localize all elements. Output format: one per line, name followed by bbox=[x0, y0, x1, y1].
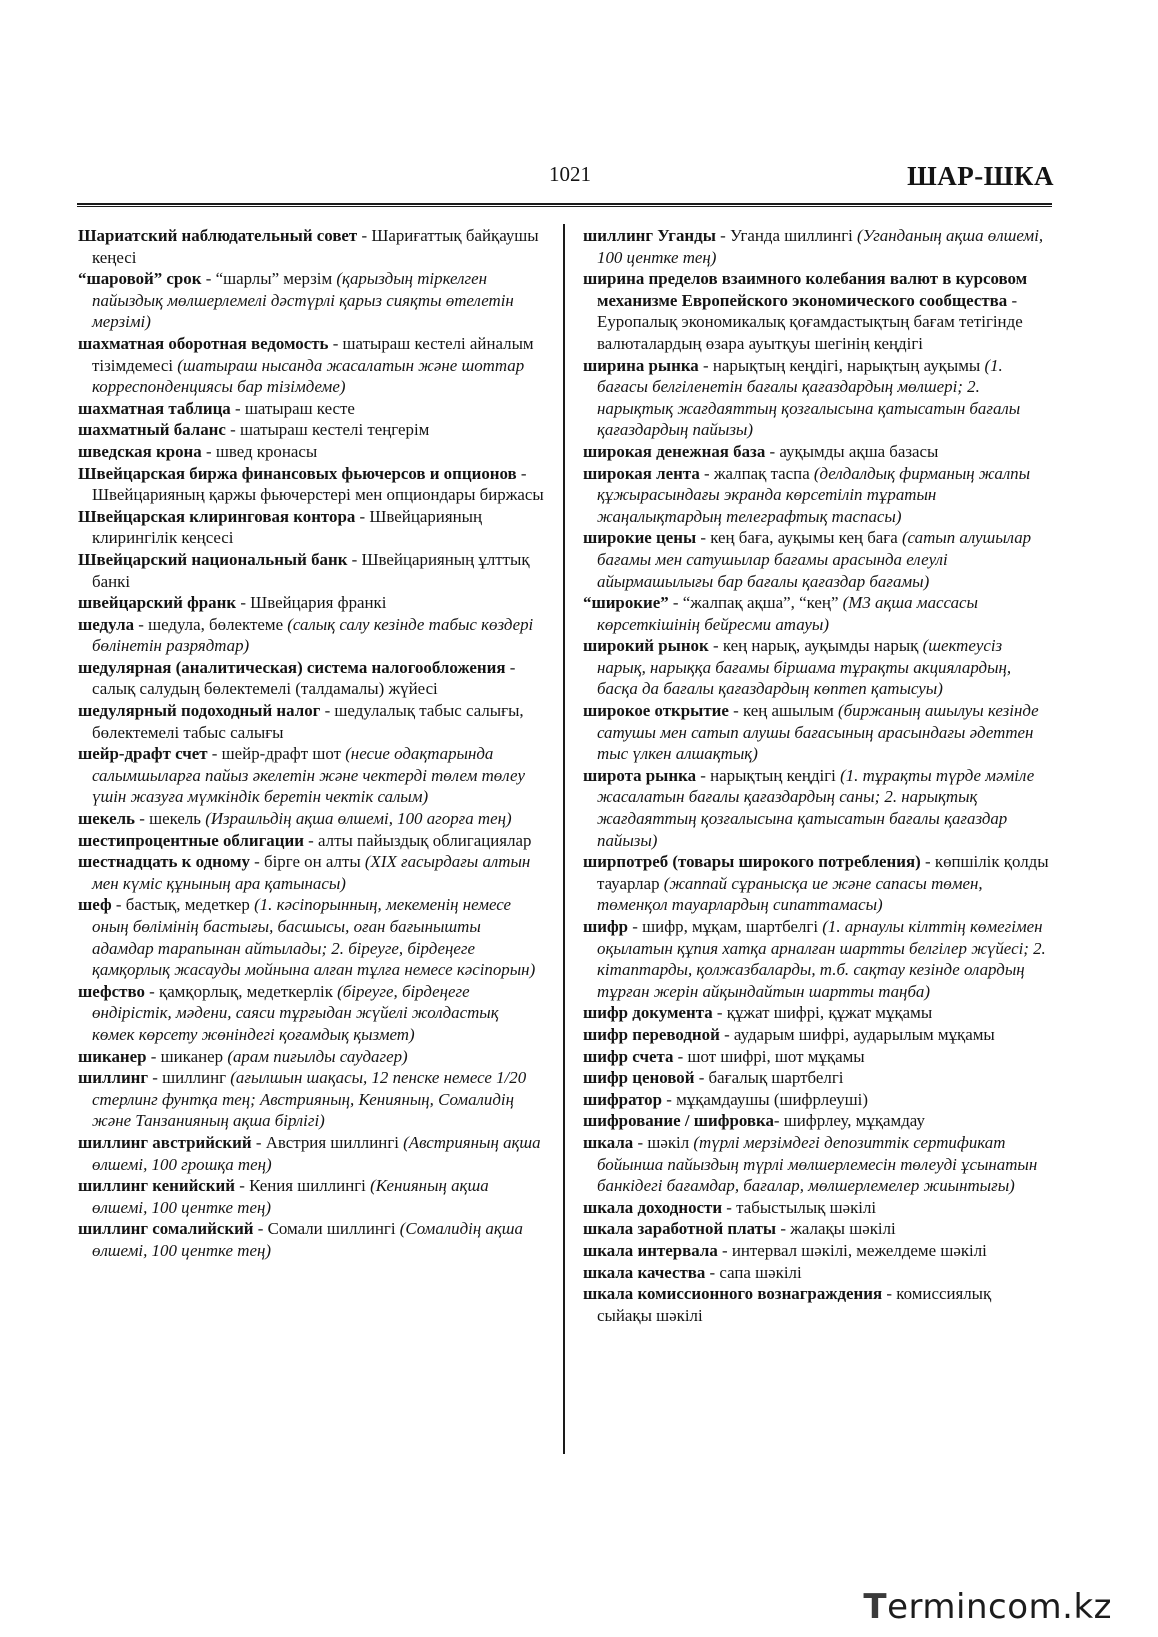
entry-term: шведская крона bbox=[78, 441, 202, 461]
dictionary-entry bbox=[583, 268, 1049, 354]
entry-term: широкая денежная база bbox=[583, 441, 766, 461]
entry-separator: - bbox=[253, 1219, 268, 1239]
entry-term: Швейцарская клиринговая контора bbox=[78, 506, 356, 526]
dictionary-entry bbox=[78, 743, 544, 808]
entry-translation: шатыраш кестелі теңгерім bbox=[240, 420, 430, 440]
entry-separator: - bbox=[201, 269, 216, 289]
entry-translation: швед кронасы bbox=[215, 441, 318, 461]
entry-separator: - bbox=[773, 1111, 784, 1131]
entry-term: шестнадцать к одному bbox=[78, 852, 250, 872]
dictionary-entry bbox=[78, 441, 544, 463]
entry-term: широкие цены bbox=[583, 528, 697, 548]
entry-translation: “жалпақ ақша”, “кең” bbox=[682, 593, 843, 613]
entry-gloss: (Кенияның ақша өлшемі, 100 центке тең) bbox=[92, 1176, 489, 1217]
entry-gloss: (Австрияның ақша өлшемі, 100 грошқа тең) bbox=[92, 1132, 541, 1174]
column-divider bbox=[563, 224, 565, 1454]
entry-term: шифр переводной bbox=[583, 1024, 720, 1044]
dictionary-entry bbox=[78, 549, 544, 592]
entry-term: шедулярная (аналитическая) система налогообложения bbox=[78, 657, 506, 677]
entry-term: шифр ценовой bbox=[583, 1068, 695, 1088]
dictionary-entry bbox=[78, 1175, 544, 1218]
entry-translation: шедула, бөлектеме bbox=[148, 614, 288, 634]
dictionary-entry bbox=[583, 635, 1049, 700]
entry-separator: - bbox=[633, 1132, 648, 1152]
entry-gloss: (ағылшын шақасы, 12 пенске немесе 1/20 стерлинг фунтқа тең; Австрияның, Кенияның, Сомалидің және Танзанияның ақша бірлігі) bbox=[92, 1068, 527, 1131]
dictionary-entry bbox=[583, 916, 1049, 1002]
entry-separator: - bbox=[320, 701, 335, 721]
entry-gloss: (жаппай сұранысқа ие және сапасы төмен, төменқол тауарлардың сипаттамасы) bbox=[597, 873, 983, 915]
entry-separator: - bbox=[694, 1068, 709, 1088]
entry-separator: - bbox=[673, 1046, 688, 1066]
entry-separator: - bbox=[728, 701, 743, 721]
entry-translation: бастық, медеткер bbox=[125, 895, 255, 915]
entry-translation: шәкіл bbox=[647, 1132, 694, 1152]
entry-translation: Шариғаттық байқаушы кеңесі bbox=[92, 226, 539, 267]
entry-term: шифр счета bbox=[583, 1046, 674, 1066]
entry-translation: интервал шәкілі, межелдеме шәкілі bbox=[731, 1240, 987, 1260]
entry-translation: алты пайыздық облигациялар bbox=[318, 830, 532, 850]
entry-gloss: (Израильдің ақша өлшемі, 100 агорға тең) bbox=[205, 809, 512, 829]
entry-translation: қамқорлық, медеткерлік bbox=[158, 981, 338, 1001]
entry-translation: шифр, мұқам, шартбелгі bbox=[642, 917, 823, 936]
entry-separator: - bbox=[717, 1240, 732, 1260]
entry-term: широкое открытие bbox=[583, 701, 729, 721]
dictionary-entry bbox=[583, 355, 1049, 441]
entry-translation: Кения шиллингі bbox=[249, 1176, 371, 1196]
entry-separator: - bbox=[249, 852, 265, 872]
entry-gloss: (биржаның ашылуы кезінде сатушы мен сатып алушы бағасының арасындағы әдеттен тыс үлкен алшақтық) bbox=[597, 701, 1039, 764]
entry-separator: - bbox=[696, 528, 711, 548]
watermark-logo-letter: T bbox=[863, 1587, 888, 1627]
entry-term: шкала bbox=[583, 1132, 634, 1152]
dictionary-entry bbox=[78, 1067, 544, 1132]
entry-translation: Уганда шиллингі bbox=[729, 226, 858, 245]
entry-separator: - bbox=[146, 1046, 161, 1066]
entry-term: шейр-драфт счет bbox=[78, 744, 208, 764]
entry-translation: салық салудың бөлектемелі (талдамалы) жүйесі bbox=[92, 679, 438, 699]
entry-separator: - bbox=[505, 657, 516, 677]
running-head: ШАР-ШКА bbox=[907, 161, 1054, 191]
entry-translation: жалпақ таспа bbox=[713, 463, 814, 483]
entry-translation: “шарлы” мерзім bbox=[215, 269, 337, 289]
entry-gloss: (Сомалидің ақша өлшемі, 100 центке тең) bbox=[92, 1219, 523, 1260]
entry-term: шиллинг Уганды bbox=[583, 226, 716, 245]
entry-separator: - bbox=[207, 744, 222, 764]
entry-gloss: (несие одақтарында салымшыларға пайыз әкелетін және чектерді төлем төлеу үшін жазуға мүмкіндік беретін чектік салым) bbox=[92, 744, 526, 807]
entry-gloss: (1. тұрақты түрде мәміле жасалатын бағалы қағаздардың саны; 2. нарықтық жағдаяттың қозғалысына қатысатын бағалы қағаздар пайызы) bbox=[597, 765, 1035, 850]
entry-term: шеф bbox=[78, 895, 112, 915]
entry-separator: - bbox=[328, 333, 343, 353]
entry-gloss: (шектеусіз нарық, нарыққа бағамы біршама тұрақты акциялардың, басқа да бағалы қағаздардың көптеп қатысуы) bbox=[597, 636, 1012, 699]
entry-term: шкала интервала bbox=[583, 1240, 718, 1260]
entry-term: шкала комиссионного вознаграждения bbox=[583, 1284, 883, 1304]
entry-separator: - bbox=[236, 593, 251, 613]
entry-translation: шатыраш кестелі айналым тізімдемесі bbox=[92, 333, 534, 375]
right-column bbox=[583, 225, 1049, 1326]
entry-translation: мұқамдаушы (шифрлеуші) bbox=[676, 1089, 868, 1109]
dictionary-entry bbox=[583, 1067, 1049, 1089]
entry-separator: - bbox=[722, 1197, 737, 1217]
entry-gloss: (1. арнаулы кілттің көмегімен оқылатын құпия хатқа арналған шартты белгілер жүйесі; 2. кітаптарды, қолжазбаларды, т.б. сақтау кезінде олардың тұрған жерін айқындайтын шартты таңба) bbox=[597, 917, 1046, 1001]
entry-separator: - bbox=[698, 355, 713, 375]
entry-translation: көпшілік қолды тауарлар bbox=[597, 852, 1049, 893]
entry-translation: Швейцарияның қаржы фьючерстері мен опциондары биржасы bbox=[92, 485, 544, 505]
dictionary-entry bbox=[583, 851, 1049, 916]
dictionary-entry bbox=[78, 506, 544, 549]
entry-term: шефство bbox=[78, 981, 145, 1001]
entry-term: шиллинг bbox=[78, 1068, 149, 1088]
left-column bbox=[78, 225, 544, 1262]
dictionary-entry bbox=[78, 333, 544, 398]
dictionary-entry bbox=[78, 592, 544, 614]
dictionary-entry bbox=[583, 441, 1049, 463]
entry-separator: - bbox=[696, 765, 711, 785]
entry-gloss: (Уганданың ақша өлшемі, 100 центке тең) bbox=[597, 226, 1044, 267]
watermark-text: ermincom.kz bbox=[887, 1587, 1112, 1627]
entry-gloss: (қарыздың тіркелген пайыздық мөлшерлемелі дәстүрлі қарыз сияқты өтелетін мерзімі) bbox=[92, 269, 514, 332]
dictionary-entry bbox=[583, 1283, 1049, 1326]
dictionary-entry bbox=[78, 700, 544, 743]
dictionary-entry bbox=[78, 830, 544, 852]
entry-term: широкий рынок bbox=[583, 636, 709, 656]
dictionary-entry bbox=[78, 398, 544, 420]
entry-term: шкала качества bbox=[583, 1262, 706, 1282]
entry-term: Швейцарский национальный банк bbox=[78, 549, 348, 569]
entry-translation: кең баға, ауқымы кең баға bbox=[710, 528, 902, 548]
dictionary-entry bbox=[583, 700, 1049, 765]
header-rule bbox=[77, 203, 1052, 207]
entry-separator: - bbox=[712, 1003, 727, 1023]
entry-term: шиканер bbox=[78, 1046, 147, 1066]
entry-separator: - bbox=[705, 1262, 720, 1282]
entry-translation: сапа шәкілі bbox=[719, 1262, 802, 1282]
entry-term: шахматная таблица bbox=[78, 398, 231, 418]
entry-translation: шейр-драфт шот bbox=[221, 744, 346, 764]
entry-separator: - bbox=[719, 1024, 734, 1044]
dictionary-entry bbox=[583, 1262, 1049, 1284]
entry-translation: нарықтың кеңдігі, нарықтың ауқымы bbox=[712, 355, 985, 375]
dictionary-entry bbox=[78, 1132, 544, 1175]
entry-term: шахматный баланс bbox=[78, 420, 226, 440]
entry-term: шифрование / шифровка bbox=[583, 1111, 774, 1131]
entry-term: “широкие” bbox=[583, 593, 669, 613]
entry-term: Швейцарская биржа финансовых фьючерсов и опционов bbox=[78, 463, 517, 483]
entry-term: широкая лента bbox=[583, 463, 700, 483]
entry-translation: аударым шифрі, аударылым мұқамы bbox=[733, 1024, 995, 1044]
entry-translation: құжат шифрі, құжат мұқамы bbox=[726, 1003, 933, 1023]
entry-separator: - bbox=[230, 398, 245, 418]
dictionary-entry bbox=[583, 1046, 1049, 1068]
entry-term: шиллинг австрийский bbox=[78, 1132, 252, 1152]
entry-separator: - bbox=[776, 1219, 791, 1239]
entry-gloss: (біреуге, бірдеңеге өндірістік, мәдени, саяси тұрғыдан жүйелі жолдастық көмек көрсету жөніндегі қоғамдық қызмет) bbox=[92, 981, 499, 1044]
entry-translation: шедулалық табыс салығы, бөлектемелі табыс салығы bbox=[92, 701, 524, 742]
entry-separator: - bbox=[347, 549, 362, 569]
dictionary-entry bbox=[78, 851, 544, 894]
entry-separator: - bbox=[628, 917, 643, 936]
entry-term: шкала доходности bbox=[583, 1197, 723, 1217]
dictionary-entry bbox=[78, 614, 544, 657]
entry-term: шекель bbox=[78, 809, 135, 829]
entry-separator: - bbox=[1007, 290, 1018, 310]
entry-translation: Швейцария франкі bbox=[250, 593, 387, 613]
dictionary-entry bbox=[583, 1002, 1049, 1024]
entry-gloss: (1. кәсіпорынның, мекеменің немесе оның бөлімінің бастығы, басшысы, оған бағынышты адамдар тарапынан айтылады; 2. біреуге, бірдеңеге қамқорлық жасауды мойнына алған тұлға немесе кәсіпорын) bbox=[92, 895, 536, 980]
dictionary-entry bbox=[78, 463, 544, 506]
entry-term: ширпотреб (товары широкого потребления) bbox=[583, 852, 921, 872]
dictionary-entry bbox=[78, 894, 544, 980]
entry-translation: комиссиялық сыйақы шәкілі bbox=[597, 1284, 992, 1325]
entry-translation: шот шифрі, шот мұқамы bbox=[687, 1046, 865, 1066]
dictionary-entry bbox=[583, 592, 1049, 635]
entry-separator: - bbox=[201, 441, 216, 461]
entry-translation: шатыраш кесте bbox=[244, 398, 355, 418]
entry-separator: - bbox=[225, 420, 240, 440]
dictionary-entry bbox=[583, 1089, 1049, 1111]
entry-translation: бағалық шартбелгі bbox=[708, 1068, 844, 1088]
dictionary-entry bbox=[583, 463, 1049, 528]
entry-translation: Швейцарияның ұлттық банкі bbox=[92, 549, 530, 591]
entry-separator: - bbox=[708, 636, 723, 656]
dictionary-entry bbox=[583, 1240, 1049, 1262]
entry-term: Шариатский наблюдательный совет bbox=[78, 226, 358, 245]
entry-separator: - bbox=[662, 1089, 677, 1109]
dictionary-entry bbox=[583, 527, 1049, 592]
entry-translation: Швейцарияның клирингілік кеңсесі bbox=[92, 506, 483, 548]
entry-term: шифратор bbox=[583, 1089, 662, 1109]
dictionary-entry bbox=[78, 268, 544, 333]
dictionary-entry bbox=[78, 808, 544, 830]
entry-gloss: (XIX ғасырдағы алтын мен күміс құнының ара қатынасы) bbox=[92, 852, 531, 893]
entry-translation: бірге он алты bbox=[264, 852, 365, 872]
entry-separator: - bbox=[134, 809, 150, 829]
page-number: 1021 bbox=[549, 162, 591, 186]
entry-term: ширина рынка bbox=[583, 355, 699, 375]
entry-translation: шекель bbox=[149, 809, 206, 829]
entry-gloss: (М3 ақша массасы көрсеткішінің бейресми атауы) bbox=[597, 593, 978, 634]
entry-separator: - bbox=[251, 1132, 266, 1152]
entry-gloss: (түрлі мерзімдегі депозиттік сертификат бойынша пайыздың түрлі мөлшерлемесін төлеуді ұсынатын банкідегі бағамдар, бағалар, мөлшерлемелер жиынтығы) bbox=[597, 1132, 1038, 1196]
entry-term: шиллинг кенийский bbox=[78, 1176, 235, 1196]
dictionary-entry bbox=[583, 765, 1049, 851]
entry-separator: - bbox=[516, 463, 527, 483]
entry-term: шиллинг сомалийский bbox=[78, 1219, 254, 1239]
entry-term: шкала заработной платы bbox=[583, 1219, 777, 1239]
entry-separator: - bbox=[699, 463, 714, 483]
entry-term: шифр bbox=[583, 917, 629, 936]
dictionary-entry bbox=[78, 657, 544, 700]
entry-separator: - bbox=[111, 895, 126, 915]
dictionary-entry bbox=[78, 981, 544, 1046]
entry-separator: - bbox=[235, 1176, 250, 1196]
entry-term: шифр документа bbox=[583, 1003, 713, 1023]
dictionary-entry bbox=[583, 1197, 1049, 1219]
dictionary-entry bbox=[583, 225, 1049, 268]
entry-translation: шиканер bbox=[160, 1046, 228, 1066]
dictionary-entry bbox=[583, 1110, 1049, 1132]
entry-term: ширина пределов взаимного колебания валют в курсовом механизме Европейского экономического сообщества bbox=[583, 269, 1028, 310]
entry-term: швейцарский франк bbox=[78, 593, 237, 613]
entry-gloss: (шатыраш нысанда жасалатын және шоттар корреспонденциясы бар тізімдеме) bbox=[92, 355, 525, 397]
entry-term: шестипроцентные облигации bbox=[78, 830, 304, 850]
entry-separator: - bbox=[303, 830, 319, 850]
entry-term: “шаровой” срок bbox=[78, 269, 202, 289]
entry-separator: - bbox=[668, 593, 683, 613]
entry-translation: жалақы шәкілі bbox=[790, 1219, 896, 1239]
entry-separator: - bbox=[920, 852, 935, 872]
entry-gloss: (салық салу кезінде табыс көздері бөлінетін разрядтар) bbox=[92, 614, 534, 656]
entry-separator: - bbox=[144, 981, 159, 1001]
entry-term: широта рынка bbox=[583, 765, 697, 785]
entry-translation: кең нарық, ауқымды нарық bbox=[722, 636, 923, 656]
terminkom-watermark bbox=[863, 1587, 1112, 1627]
entry-translation: шиллинг bbox=[162, 1068, 231, 1088]
entry-gloss: (делдалдық фирманың жалпы құжырасындағы экранда көрсетіліп тұратын жаңалықтардың телеграфтық таспасы) bbox=[597, 463, 1031, 526]
dictionary-entry bbox=[78, 1218, 544, 1261]
dictionary-entry bbox=[583, 1218, 1049, 1240]
entry-separator: - bbox=[765, 441, 780, 461]
entry-term: шедулярный подоходный налог bbox=[78, 701, 321, 721]
entry-separator: - bbox=[134, 614, 149, 634]
entry-translation: Еуропалық экономикалық қоғамдастықтың бағам тетігінде валюталардың өзара ауытқуы шегінің кеңдігі bbox=[597, 312, 1023, 353]
entry-translation: шифрлеу, мұқамдау bbox=[783, 1111, 925, 1131]
entry-gloss: (1. бағасы белгіленетін бағалы қағаздардың мөлшері; 2. нарықтық жағдаяттың қозғалысына қатысатын бағалы қағаздардың пайызы) bbox=[597, 355, 1021, 440]
entry-separator: - bbox=[882, 1284, 897, 1304]
dictionary-entry bbox=[78, 1046, 544, 1068]
dictionary-entry bbox=[583, 1024, 1049, 1046]
dictionary-entry bbox=[78, 225, 544, 268]
entry-gloss: (сатып алушылар бағамы мен сатушылар бағамы арасында елеулі айырмашылығы бар бағалы қағаздар бағамы) bbox=[597, 528, 1032, 591]
entry-translation: нарықтың кеңдігі bbox=[710, 765, 841, 785]
entry-term: шахматная оборотная ведомость bbox=[78, 333, 329, 353]
entry-separator: - bbox=[715, 226, 730, 245]
dictionary-entry bbox=[583, 1132, 1049, 1197]
entry-gloss: (арам пиғылды саудагер) bbox=[227, 1046, 408, 1066]
entry-translation: кең ашылым bbox=[742, 701, 839, 721]
dictionary-entry bbox=[78, 419, 544, 441]
entry-translation: табыстылық шәкілі bbox=[736, 1197, 877, 1217]
entry-term: шедула bbox=[78, 614, 135, 634]
entry-separator: - bbox=[357, 226, 372, 245]
entry-separator: - bbox=[355, 506, 370, 526]
entry-separator: - bbox=[148, 1068, 163, 1088]
entry-translation: Австрия шиллингі bbox=[265, 1132, 404, 1152]
entry-translation: Сомали шиллингі bbox=[267, 1219, 400, 1239]
entry-translation: ауқымды ақша базасы bbox=[779, 441, 939, 461]
